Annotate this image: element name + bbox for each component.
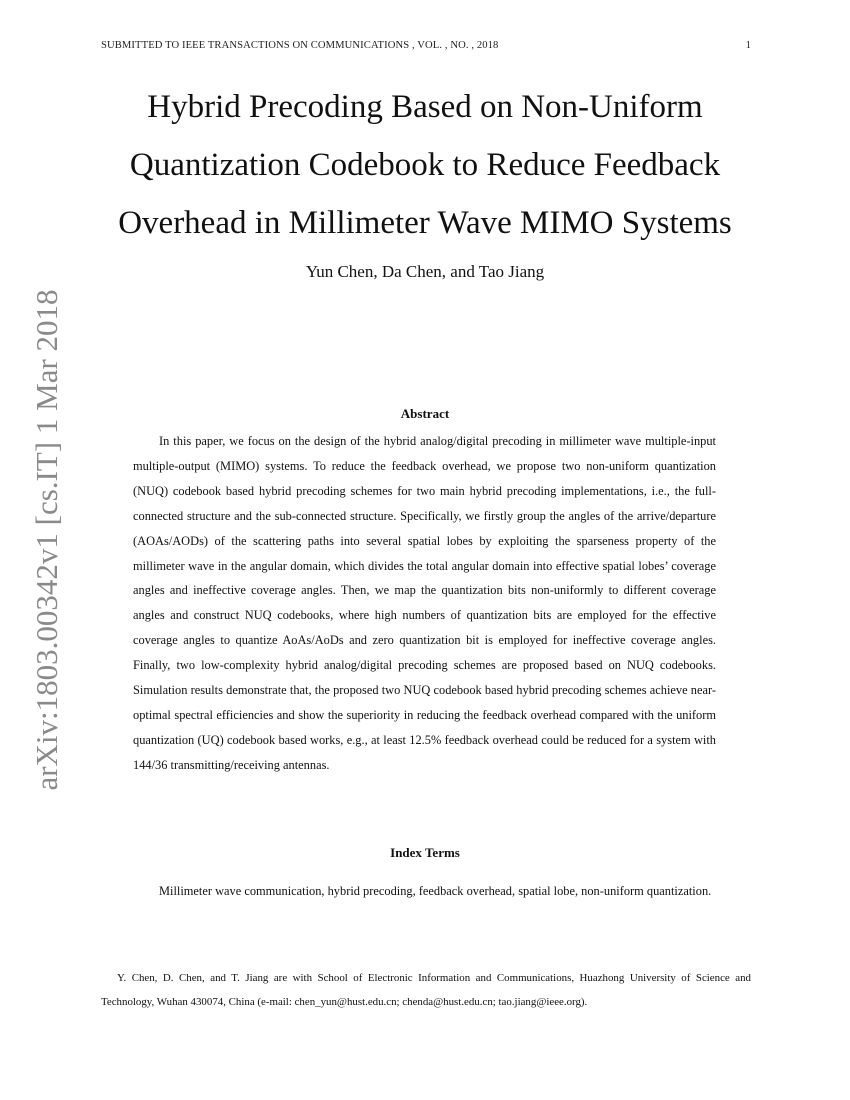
page-number: 1	[745, 40, 751, 51]
running-head-text: SUBMITTED TO IEEE TRANSACTIONS ON COMMUNICATIONS , VOL. , NO. , 2018	[101, 40, 499, 51]
running-head	[101, 40, 751, 51]
abstract-heading: Abstract	[400, 406, 450, 421]
paper-title: Hybrid Precoding Based on Non-Uniform Quantization Codebook to Reduce Feedback Overhead in Millimeter Wave MIMO Systems	[118, 89, 732, 241]
author-affiliation-footnote: Y. Chen, D. Chen, and T. Jiang are with School of Electronic Information and Communications, Huazhong University of Science and Technology, Wuhan 430074, China (e-mail: chen_yun@hust.edu.cn; chenda@hust.edu.cn; tao.jiang@ieee.org).	[101, 972, 751, 1008]
arxiv-stamp: arXiv:1803.00342v1 [cs.IT] 1 Mar 2018	[29, 289, 64, 791]
index-terms-text: Millimeter wave communication, hybrid precoding, feedback overhead, spatial lobe, non-uniform quantization.	[159, 884, 712, 898]
abstract-text: In this paper, we focus on the design of the hybrid analog/digital precoding in millimeter wave multiple-input multiple-output (MIMO) systems. To reduce the feedback overhead, we propose two non-uniform quantization (NUQ) codebook based hybrid precoding schemes for two main hybrid precoding implementations, i.e., the full-connected structure and the sub-connected structure. Specifically, we firstly group the angles of the arrive/departure (AOAs/AODs) of the scattering paths into several spatial lobes by exploiting the sparseness property of the millimeter wave in the angular domain, which divides the total angular domain into effective spatial lobes’ coverage angles and ineffective coverage angles. Then, we map the quantization bits non-uniformly to different coverage angles and construct NUQ codebooks, where high numbers of quantization bits are employed for the effective coverage angles to quantize AoAs/AoDs and zero quantization bit is employed for ineffective coverage angles. Finally, two low-complexity hybrid analog/digital precoding schemes are proposed based on NUQ codebooks. Simulation results demonstrate that, the proposed two NUQ codebook based hybrid precoding schemes achieve near-optimal spectral efficiencies and show the superiority in reducing the feedback overhead compared with the uniform quantization (UQ) codebook based works, e.g., at least 12.5% feedback overhead could be reduced for a system with 144/36 transmitting/receiving antennas.	[133, 434, 716, 772]
author-list: Yun Chen, Da Chen, and Tao Jiang	[305, 262, 545, 281]
index-terms-heading: Index Terms	[390, 845, 460, 860]
